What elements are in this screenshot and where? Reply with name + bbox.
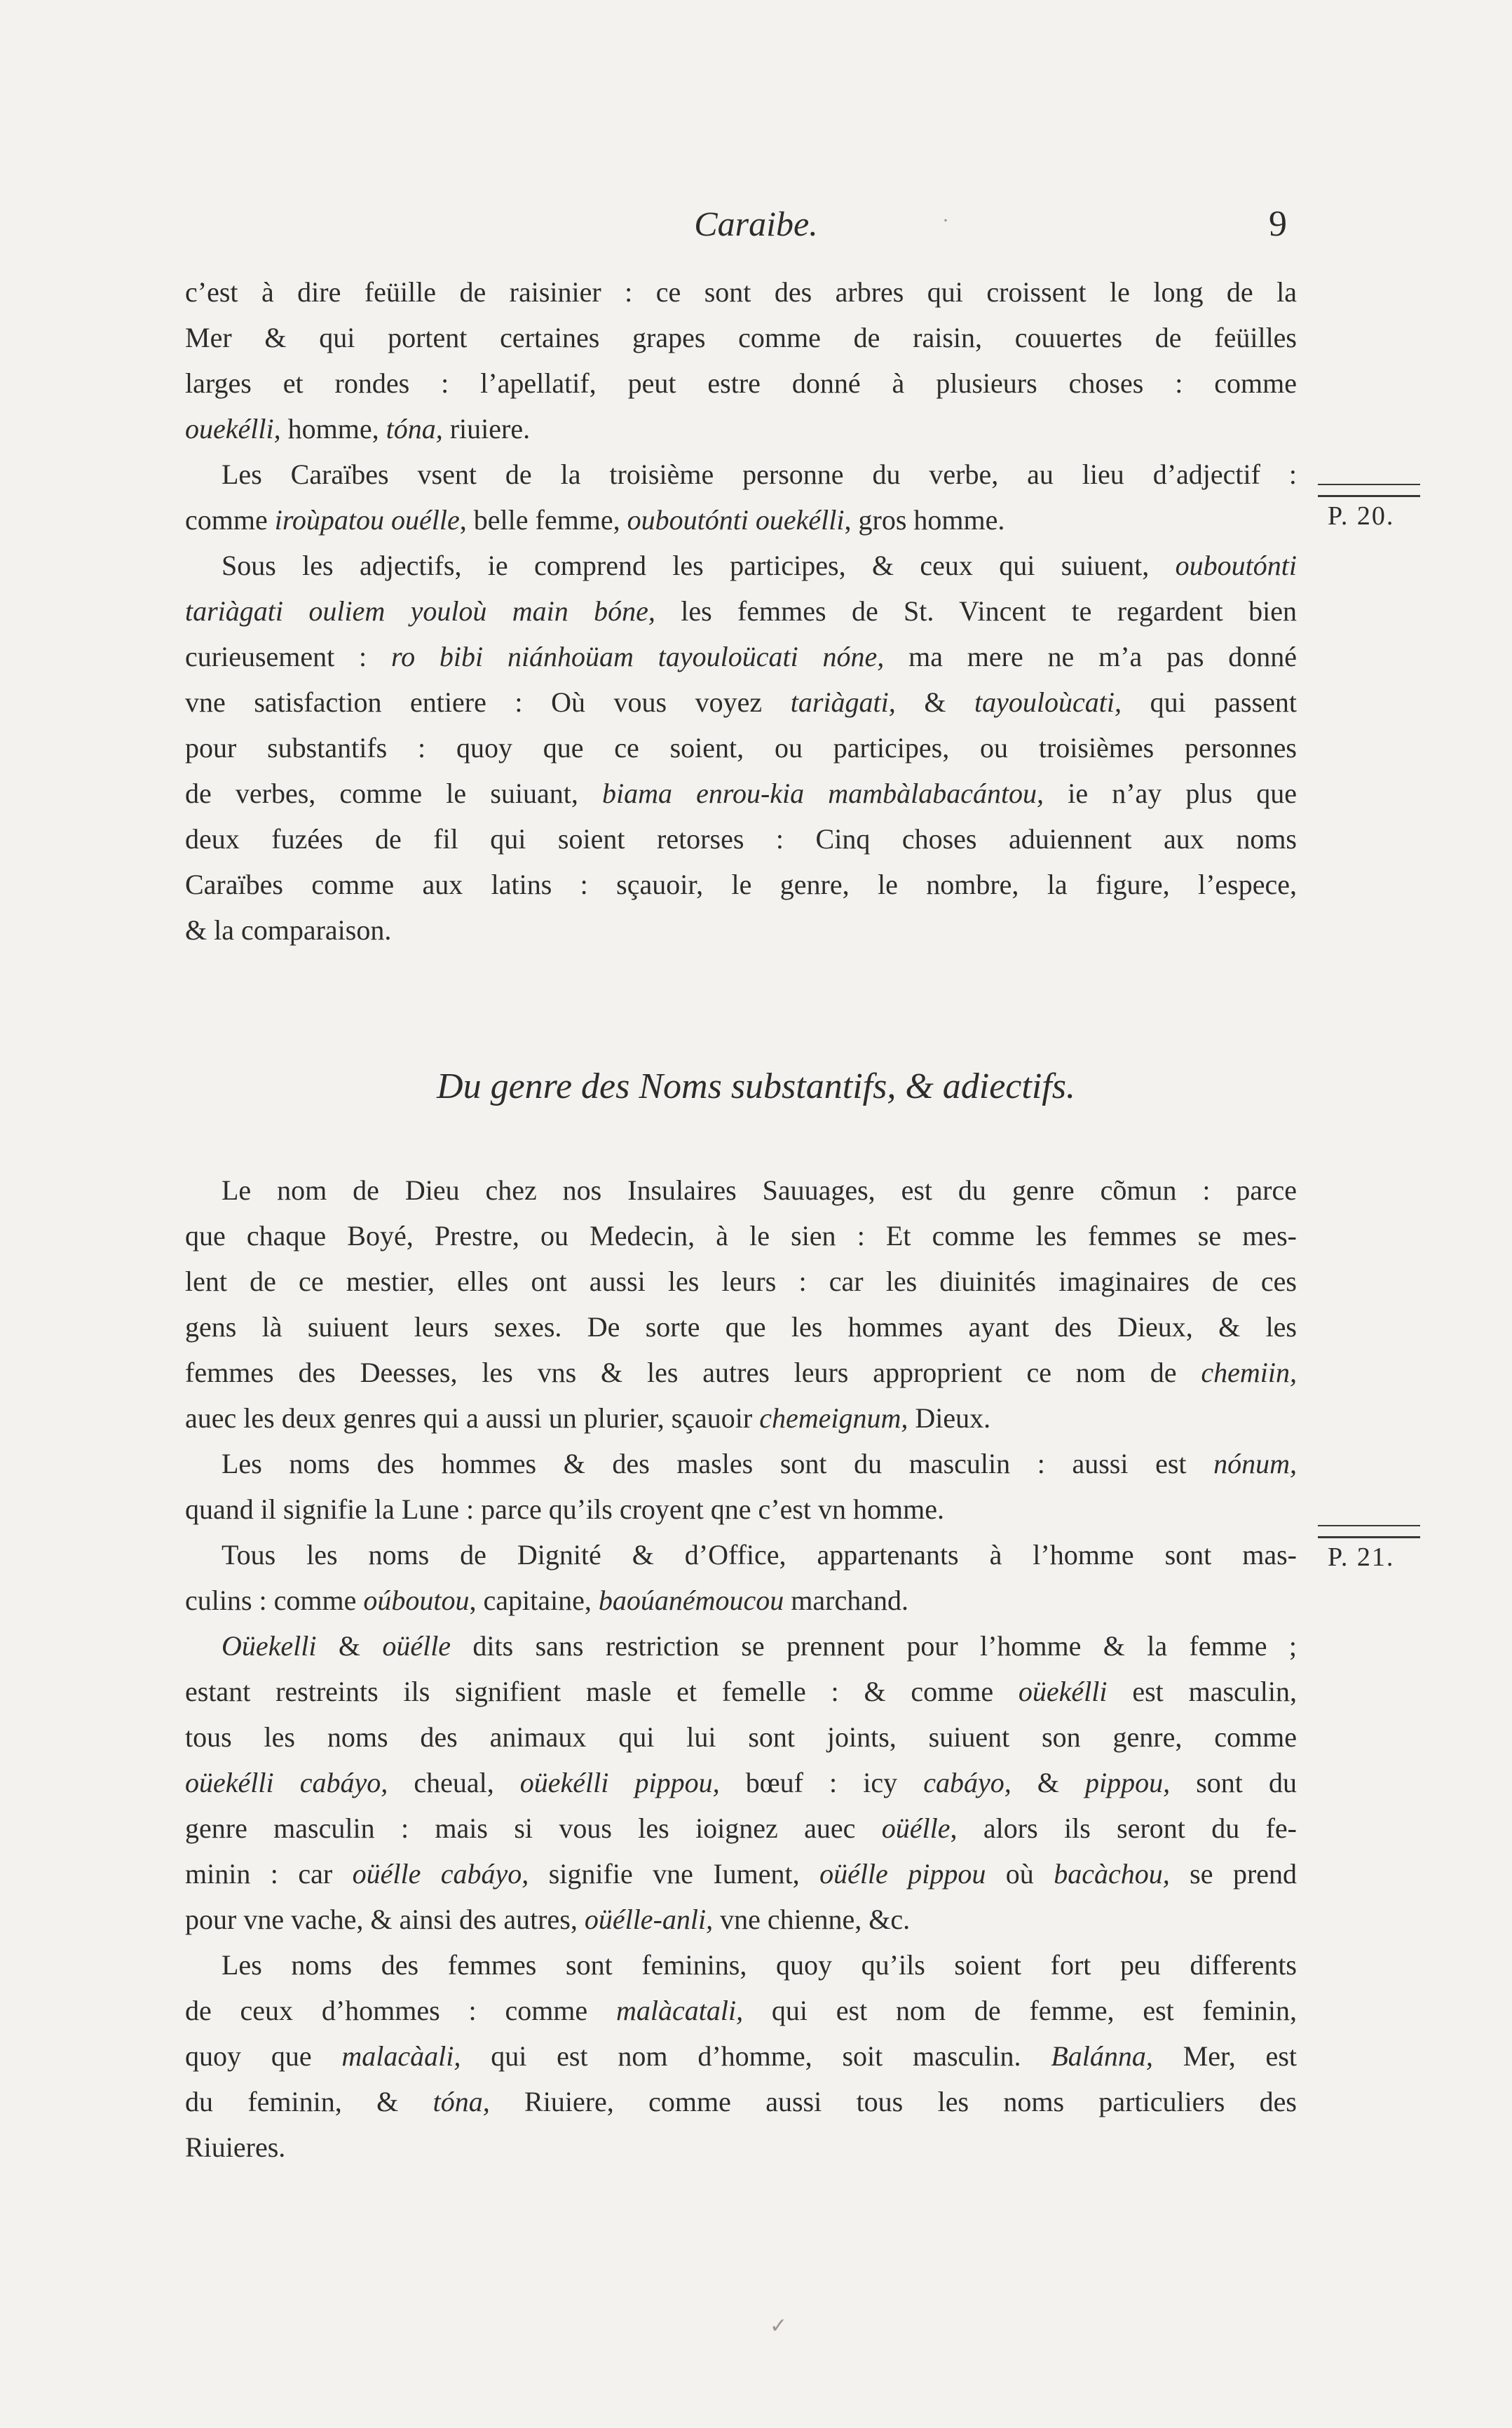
text-line: estant restreints ils signifient masle et femelle : & comme oüekélli est masculin, bbox=[185, 1676, 1297, 1707]
text-line: Tous les noms de Dignité & d’Office, appartenants à l’homme sont mas- bbox=[222, 1539, 1297, 1571]
margin-note-label: P. 20. bbox=[1328, 501, 1395, 531]
text-line: curieusement : ro bibi niánhoüam tayouloücati nóne, ma mere ne m’a pas donné bbox=[185, 641, 1297, 672]
page-number: 9 bbox=[1269, 204, 1287, 244]
text-line: auec les deux genres qui a aussi un plurier, sçauoir chemeignum, Dieux. bbox=[185, 1402, 991, 1434]
stray-dot: · bbox=[942, 209, 949, 232]
text-line: comme iroùpatou ouélle, belle femme, ouboutónti ouekélli, gros homme. bbox=[185, 504, 1005, 536]
text-line: gens là suiuent leurs sexes. De sorte que les hommes ayant des Dieux, & les bbox=[185, 1311, 1297, 1343]
text-line: Riuieres. bbox=[185, 2131, 286, 2163]
text-line: femmes des Deesses, les vns & les autres leurs approprient ce nom de chemiin, bbox=[185, 1357, 1297, 1388]
margin-note-p21 bbox=[1318, 1525, 1423, 1573]
section-heading: Du genre des Noms substantifs, & adiectifs. bbox=[437, 1066, 1075, 1106]
page-header bbox=[0, 203, 1512, 245]
margin-rule bbox=[1318, 484, 1420, 485]
text-line: oüekélli cabáyo, cheual, oüekélli pippou, bœuf : icy cabáyo, & pippou, sont du bbox=[185, 1767, 1297, 1798]
text-line: pour substantifs : quoy que ce soient, ou participes, ou troisièmes personnes bbox=[185, 732, 1297, 764]
text-block-bottom bbox=[185, 1167, 1297, 2170]
text-line: vne satisfaction entiere : Où vous voyez tariàgati, & tayouloùcati, qui passent bbox=[185, 686, 1297, 718]
margin-note-label: P. 21. bbox=[1328, 1542, 1395, 1572]
text-line: Le nom de Dieu chez nos Insulaires Sauuages, est du genre cõmun : parce bbox=[222, 1174, 1297, 1206]
margin-rule bbox=[1318, 1525, 1420, 1526]
text-line: quand il signifie la Lune : parce qu’ils croyent qne c’est vn homme. bbox=[185, 1493, 945, 1525]
text-line: Oüekelli & oüélle dits sans restriction se prennent pour l’homme & la femme ; bbox=[222, 1630, 1297, 1662]
text-line: Les noms des femmes sont feminins, quoy qu’ils soient fort peu differents bbox=[222, 1949, 1297, 1981]
text-line: de ceux d’hommes : comme malàcatali, qui est nom de femme, est feminin, bbox=[185, 1995, 1297, 2026]
margin-rule bbox=[1318, 495, 1420, 497]
running-title: Caraibe. bbox=[694, 204, 818, 243]
text-line: genre masculin : mais si vous les ioignez auec oüélle, alors ils seront du fe- bbox=[185, 1812, 1297, 1844]
text-line: lent de ce mestier, elles ont aussi les leurs : car les diuinités imaginaires de ces bbox=[185, 1266, 1297, 1297]
text-line: Sous les adjectifs, ie comprend les participes, & ceux qui suiuent, ouboutónti bbox=[222, 550, 1297, 581]
text-line: que chaque Boyé, Prestre, ou Medecin, à le sien : Et comme les femmes se mes- bbox=[185, 1220, 1297, 1252]
text-line: c’est à dire feüille de raisinier : ce sont des arbres qui croissent le long de la bbox=[185, 276, 1297, 308]
text-line: culins : comme oúboutou, capitaine, baoúanémoucou marchand. bbox=[185, 1585, 908, 1616]
text-line: & la comparaison. bbox=[185, 914, 392, 946]
margin-note-p20 bbox=[1318, 484, 1423, 531]
text-line: du feminin, & tóna, Riuiere, comme aussi tous les noms particuliers des bbox=[185, 2086, 1297, 2117]
margin-rule bbox=[1318, 1536, 1420, 1538]
text-line: ouekélli, homme, tóna, riuiere. bbox=[185, 413, 531, 445]
stray-mark: ✓ bbox=[770, 2314, 788, 2338]
text-line: quoy que malacàali, qui est nom d’homme, soit masculin. Balánna, Mer, est bbox=[185, 2040, 1297, 2072]
text-line: Mer & qui portent certaines grapes comme de raisin, couuertes de feüilles bbox=[185, 322, 1297, 353]
text-line: larges et rondes : l’apellatif, peut estre donné à plusieurs choses : comme bbox=[185, 367, 1297, 399]
text-line: Caraïbes comme aux latins : sçauoir, le genre, le nombre, la figure, l’espece, bbox=[185, 869, 1297, 900]
text-block-top bbox=[185, 269, 1297, 953]
text-line: pour vne vache, & ainsi des autres, oüélle-anli, vne chienne, &c. bbox=[185, 1904, 911, 1935]
text-line: de verbes, comme le suiuant, biama enrou-kia mambàlabacántou, ie n’ay plus que bbox=[185, 778, 1297, 809]
text-line: deux fuzées de fil qui soient retorses : Cinq choses aduiennent aux noms bbox=[185, 823, 1297, 855]
text-line: minin : car oüélle cabáyo, signifie vne Iument, oüélle pippou où bacàchou, se prend bbox=[185, 1858, 1297, 1890]
text-line: Les Caraïbes vsent de la troisième personne du verbe, au lieu d’adjectif : bbox=[222, 459, 1297, 490]
text-line: tous les noms des animaux qui lui sont joints, suiuent son genre, comme bbox=[185, 1721, 1297, 1753]
text-line: Les noms des hommes & des masles sont du masculin : aussi est nónum, bbox=[222, 1448, 1297, 1479]
text-line: tariàgati ouliem youloù main bóne, les femmes de St. Vincent te regardent bien bbox=[185, 595, 1297, 627]
